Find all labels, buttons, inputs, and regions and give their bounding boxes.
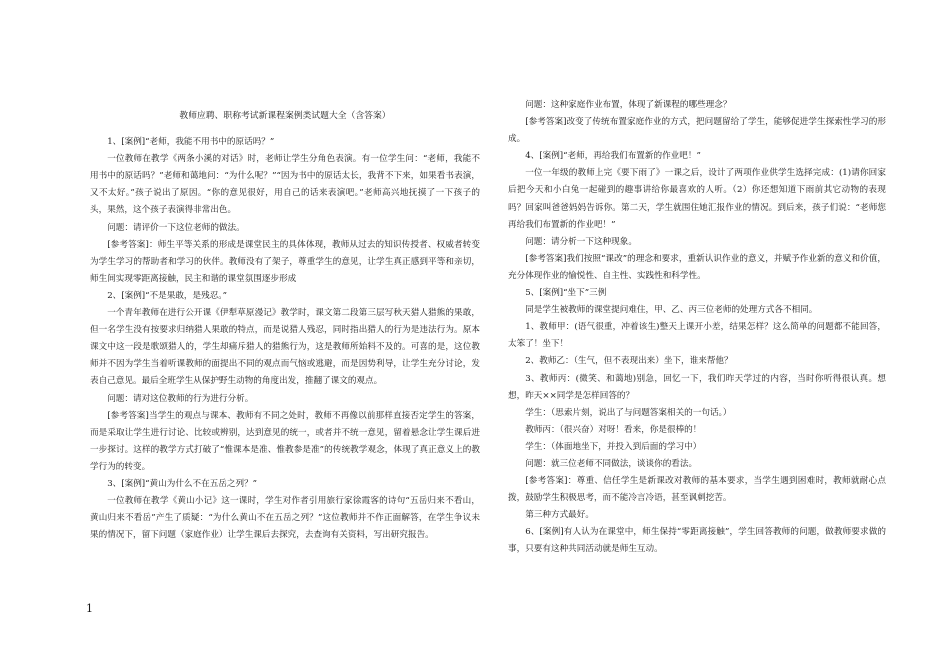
paragraph: 一位教师在教学《两条小溪的对话》时，老师让学生分角色表演。有一位学生问：“老师，我能不用书中的原话吗？”老师和蔼地问：“为什么呢？”“因为书中的原话太长，我背不下来，如果看书表演，又不太好。”孩子说出了原因。“你的意见很好，用自己的话来表演吧。”老师高兴地抚摸了一下孩子的头，果然，这个孩子表演得非常出色。	[90, 154, 480, 216]
paragraph: 6、[案例]有人认为在课堂中，师生保持“零距离接触”，学生回答教师的问题，做教师要求做的事，只要有这种共同活动就是师生互动。	[508, 527, 886, 555]
page-title: 教师应聘、职称考试新课程案例类试题大全（含答案）	[179, 111, 391, 121]
paragraph: 第三种方式最好。	[525, 510, 594, 521]
left-column	[90, 108, 480, 544]
paragraph: [参考答案]当学生的观点与课本、教师有不同之处时，教师不再像以前那样直接否定学生的答案，而是采取让学生进行讨论、比较或辨别，达到意见的统一，或者并不统一意见，留着悬念让学生课后进一步探讨。这样的教学方式打破了“惟课本是准、惟教参是准”的传统教学观念，体现了真正意义上的教学行为的转变。	[90, 410, 480, 472]
right-column	[508, 97, 886, 559]
paragraph: 问题：就三位老师不同做法，谈谈你的看法。	[525, 458, 698, 469]
paragraph: 2、教师乙：（生气，但不表现出来）坐下，谁来帮他？	[525, 356, 733, 367]
paragraph: 5、[案例]“坐下”三例	[525, 288, 607, 299]
paragraph: 一位教师在教学《黄山小记》这一课时，学生对作者引用旅行家徐霞客的诗句“五岳归来不看山，黄山归来不看岳”产生了质疑：“为什么黄山不在五岳之列？”这位教师并不作正面解答，在学生争议未果的情况下，留下问题（家庭作业）让学生课后去探究，去查询有关资料，写出研究报告。	[90, 496, 480, 541]
paragraph: 1、[案例]“老师，我能不用书中的原话吗？”	[107, 137, 275, 148]
paragraph: [参考答案]改变了传统布置家庭作业的方式，把问题留给了学生，能够促进学生探索性学习的形成。	[508, 117, 886, 145]
paragraph: 3、[案例]“黄山为什么不在五岳之列？”	[107, 478, 258, 489]
paragraph: 问题：这种家庭作业布置，体现了新课程的哪些理念？	[525, 100, 732, 110]
paragraph: 学生：（体面地坐下，并投入到后面的学习中）	[525, 441, 702, 452]
paragraph: 一个青年教师在进行公开课《伊犁草原漫记》教学时，课文第二段第三层写秋天猎人猎熊的果敢，但一名学生没有按要求归纳猎人果敢的特点，而是说猎人残忍，同时指出猎人的行为是违法行为。原本课文中这一段是歌颂猎人的，学生却痛斥猎人的猎熊行为，这是教师所始料不及的。可喜的是，这位教师并不因为学生当着听课教师的面提出不同的观点而气恼或逃避，而是因势利导，让学生充分讨论，发表自己意见。最后全班学生从保护野生动物的角度出发，推翻了课文的观点。	[90, 308, 480, 387]
paragraph: 一位一年级的教师上完《要下雨了》一课之后，设计了两项作业供学生选择完成：(1)请你回家后把今天和小白兔一起碰到的趣事讲给你最喜欢的人听。（2）你还想知道下雨前其它动物的表现吗？回家叫爸爸妈妈告诉你。第二天，学生就围住她汇报作业的情况。到后来，孩子们说：“老师您再给我们布置新的作业吧！”	[508, 168, 886, 230]
paragraph: [参考答案]：尊重、信任学生是新课改对教师的基本要求，当学生遇到困难时，教师就耐心点拨，鼓励学生积极思考，而不能冷言冷语，甚至讽刺挖苦。	[508, 476, 886, 504]
paragraph: 2、[案例]“不是果敢，是残忍。”	[107, 290, 227, 301]
paragraph: 1、教师甲：(语气很重，冲着该生)整天上课开小差，结果怎样？这么简单的问题都不能回答，太笨了！坐下！	[508, 322, 886, 350]
paragraph: 教师丙：（很兴奋）对呀！看来，你是很棒的！	[525, 424, 702, 435]
paragraph: 问题：请对这位教师的行为进行分析。	[107, 393, 254, 404]
paragraph: 问题：请分析一下这种现象。	[525, 236, 637, 247]
paragraph: 同是学生被教师的课堂提问难住，甲、乙、丙三位老师的处理方式各不相同。	[525, 305, 818, 316]
paragraph: 4、[案例]“老师，再给我们布置新的作业吧！”	[525, 151, 701, 162]
paragraph: [参考答案]：师生平等关系的形成是课堂民主的具体体现，教师从过去的知识传授者、权威者转变为学生学习的帮助者和学习的伙伴。教师没有了架子，尊重学生的意见，让学生真正感到平等和亲切，师生间实现零距离接触，民主和谐的课堂氛围逐步形成	[90, 239, 480, 284]
page-number: 1	[86, 602, 93, 615]
paragraph: [参考答案]我们按照“课改”的理念和要求，重新认识作业的意义，并赋予作业新的意义和价值，充分体现作业的愉悦性、自主性、实践性和科学性。	[508, 253, 886, 281]
paragraph: 问题：请评价一下这位老师的做法。	[107, 222, 245, 233]
paragraph: 3、教师丙：(微笑、和蔼地)别急，回忆一下，我们昨天学过的内容，当时你听得很认真。想想，昨天××同学是怎样回答的？	[508, 373, 886, 401]
paragraph: 学生：（思索片刻，说出了与问题答案相关的一句话。）	[525, 407, 732, 418]
